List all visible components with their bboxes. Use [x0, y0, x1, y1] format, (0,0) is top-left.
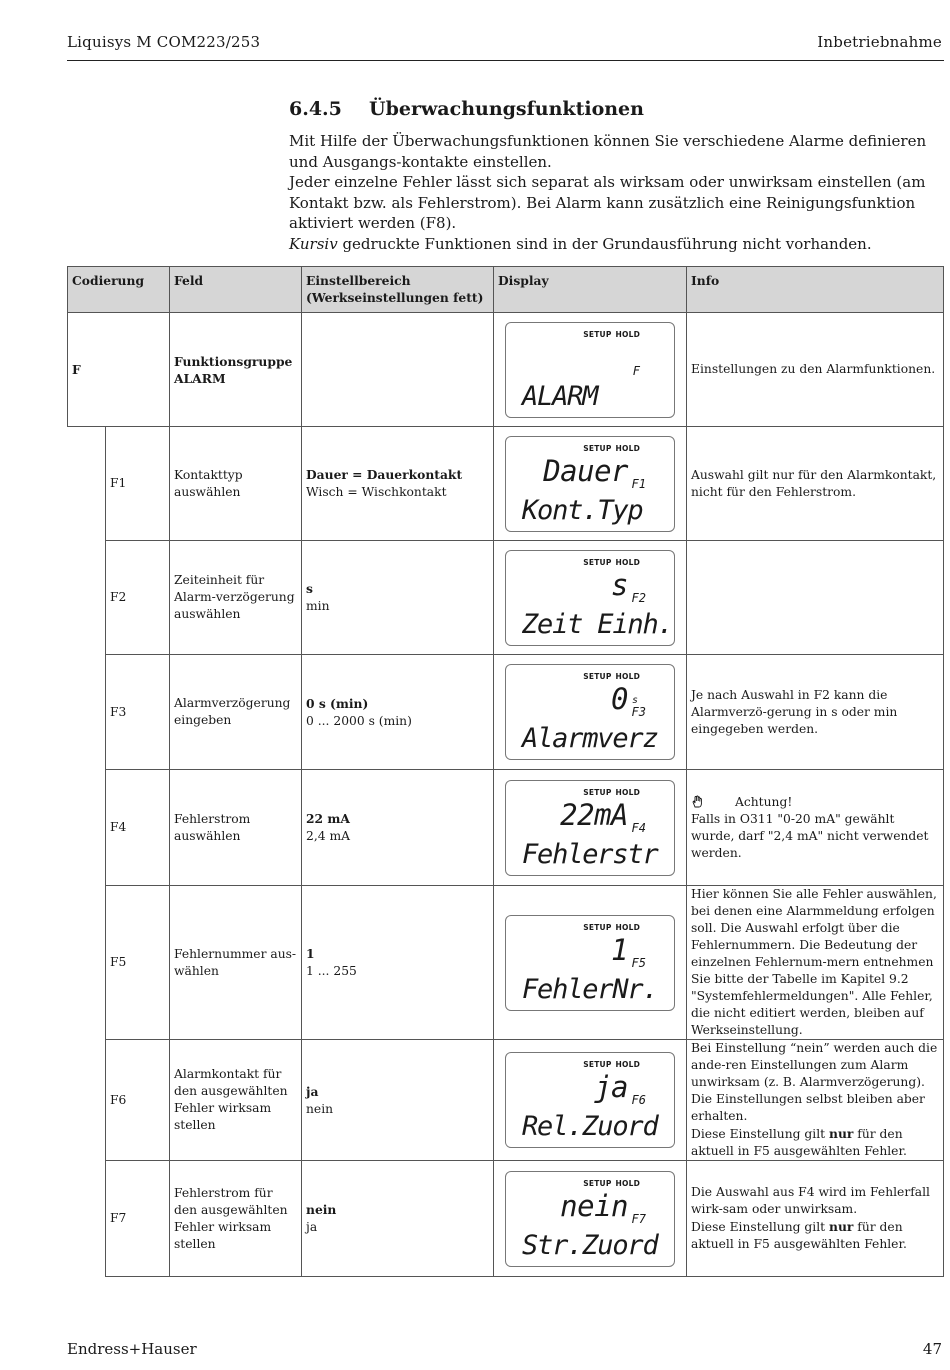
cell-info: Bei Einstellung “nein” werden auch die ande-ren Einstellungen zum Alarm unwirksam (z. B. Alarmverzögerung). Die Einstellungen selbst bleiben aber erhalten. Diese Einstellung gilt nur für den aktuell in F5 ausgewählten Fehler.	[687, 1040, 944, 1161]
lcd-bottom-line: Zeit Einh.	[522, 608, 673, 640]
lcd-status-indicators: SETUP HOLD	[583, 1060, 640, 1069]
cell-range	[302, 313, 494, 427]
cell-info	[687, 541, 944, 655]
cell-info: Die Auswahl aus F4 wird im Fehlerfall wirk-sam oder unwirksam. Diese Einstellung gilt nur für den aktuell in F5 ausgewählten Fehler.	[687, 1161, 944, 1277]
cell-code: F3	[106, 655, 170, 770]
cell-display	[494, 770, 687, 886]
cell-display	[494, 886, 687, 1040]
lcd-status-indicators: SETUP HOLD	[583, 557, 640, 567]
col-header-display: Display	[494, 267, 687, 313]
footer-company: Endress+Hauser	[67, 1340, 197, 1358]
cell-code: F6	[106, 1040, 170, 1161]
lcd-top-line: 22mA	[560, 797, 628, 832]
indent-cell	[68, 886, 106, 1040]
lcd-display	[505, 664, 675, 760]
cell-info: Achtung! Falls in O311 "0-20 mA" gewählt wurde, darf "2,4 mA" nicht verwendet werden.	[687, 770, 944, 886]
table-header-row	[68, 267, 944, 313]
cell-code: F7	[106, 1161, 170, 1277]
running-header-chapter: Inbetriebnahme	[817, 33, 942, 51]
cell-field: Fehlerstrom für den ausgewählten Fehler wirksam stellen	[170, 1161, 302, 1277]
cell-display	[494, 655, 687, 770]
lcd-unit: s	[631, 695, 638, 706]
lcd-function-code: F3	[631, 705, 646, 719]
alarm-function-table	[67, 266, 944, 1277]
running-header-product: Liquisys M COM223/253	[67, 33, 261, 51]
lcd-function-code: F	[632, 363, 640, 378]
header-rule	[67, 60, 944, 61]
cell-code: F2	[106, 541, 170, 655]
cell-range: s min	[302, 541, 494, 655]
table-row	[68, 770, 944, 886]
table-row	[68, 1161, 944, 1277]
section-title-text: Überwachungsfunktionen	[369, 98, 644, 120]
cell-info: Je nach Auswahl in F2 kann die Alarmverzö-gerung in s oder min eingegeben werden.	[687, 655, 944, 770]
col-header-info: Info	[687, 267, 944, 313]
cell-field: Fehlerstrom auswählen	[170, 770, 302, 886]
table-row	[68, 427, 944, 541]
intro-paragraph: Jeder einzelne Fehler lässt sich separat als wirksam oder unwirksam einstellen (am Kontakt bzw. als Fehlerstrom). Bei Alarm kann zusätzlich eine Reinigungsfunktion aktiviert werden (F8).	[289, 173, 926, 232]
cell-field: Alarmverzögerung eingeben	[170, 655, 302, 770]
cell-display	[494, 1161, 687, 1277]
cell-info: Einstellungen zu den Alarmfunktionen.	[687, 313, 944, 427]
lcd-function-code: F5	[631, 955, 646, 970]
cell-display	[494, 1040, 687, 1161]
cell-display	[494, 427, 687, 541]
intro-paragraph: Mit Hilfe der Überwachungsfunktionen können Sie verschiedene Alarme definieren und Ausgangs-kontakte einstellen.	[289, 132, 927, 171]
lcd-top-line: ja	[594, 1070, 628, 1104]
lcd-display	[505, 915, 675, 1011]
section-intro	[289, 131, 944, 254]
lcd-display	[505, 1052, 675, 1148]
cell-range: ja nein	[302, 1040, 494, 1161]
table-row	[68, 655, 944, 770]
table-row	[68, 1040, 944, 1161]
lcd-display	[505, 550, 675, 646]
lcd-status-indicators: SETUP HOLD	[583, 329, 640, 339]
table-row-group	[68, 313, 944, 427]
lcd-function-code: F2	[631, 590, 646, 605]
indent-cell	[68, 427, 106, 541]
cell-range: Dauer = Dauerkontakt Wisch = Wischkontakt	[302, 427, 494, 541]
lcd-top-line: 1	[611, 932, 628, 967]
lcd-function-code: F4	[631, 820, 646, 835]
cell-display	[494, 541, 687, 655]
lcd-status-indicators: SETUP HOLD	[583, 922, 640, 932]
lcd-function-code: F1	[631, 476, 646, 491]
lcd-display	[505, 780, 675, 876]
cell-field: Fehlernummer aus-wählen	[170, 886, 302, 1040]
indent-cell	[68, 541, 106, 655]
cell-display	[494, 313, 687, 427]
cell-range: 0 s (min) 0 ... 2000 s (min)	[302, 655, 494, 770]
lcd-bottom-line: Fehlerstr	[522, 838, 658, 870]
table-row	[68, 541, 944, 655]
lcd-bottom-line: Alarmverz	[522, 723, 658, 754]
lcd-display	[505, 322, 675, 418]
lcd-top-line: nein	[560, 1188, 628, 1223]
cell-info: Hier können Sie alle Fehler auswählen, bei denen eine Alarmmeldung erfolgen soll. Die Auswahl erfolgt über die Fehlernummern. Die Bedeutung der einzelnen Fehlernum-mern entnehmen Sie bitte der Tabelle im Kapitel 9.2 "Systemfehlermeldungen". Alle Fehler, die nicht editiert werden, bleiben auf Werkseinstellung.	[687, 886, 944, 1040]
cell-field: Kontakttyp auswählen	[170, 427, 302, 541]
cell-code: F	[68, 313, 170, 427]
col-header-codierung: Codierung	[68, 267, 170, 313]
section-title	[289, 98, 644, 120]
lcd-bottom-line: FehlerNr.	[522, 973, 658, 1005]
lcd-bottom-line: ALARM	[522, 380, 598, 412]
col-header-einstellbereich: Einstellbereich (Werkseinstellungen fett)	[302, 267, 494, 313]
cell-field: Alarmkontakt für den ausgewählten Fehler wirksam stellen	[170, 1040, 302, 1161]
page-number: 47	[922, 1340, 942, 1358]
lcd-function-code: F6	[631, 1093, 646, 1107]
lcd-status-indicators: SETUP HOLD	[583, 672, 640, 681]
lcd-function-code: F7	[631, 1211, 646, 1226]
lcd-top-line: 0	[611, 682, 628, 716]
cell-range: 1 1 ... 255	[302, 886, 494, 1040]
cell-field: Zeiteinheit für Alarm-verzögerung auswählen	[170, 541, 302, 655]
cell-code: F4	[106, 770, 170, 886]
indent-cell	[68, 1040, 106, 1161]
cell-info: Auswahl gilt nur für den Alarmkontakt, nicht für den Fehlerstrom.	[687, 427, 944, 541]
lcd-top-line: Dauer	[543, 453, 628, 488]
lcd-display	[505, 1171, 675, 1267]
cell-code: F5	[106, 886, 170, 1040]
intro-paragraph: Kursiv gedruckte Funktionen sind in der Grundausführung nicht vorhanden.	[289, 234, 872, 253]
caution-hand-icon	[691, 795, 703, 808]
lcd-status-indicators: SETUP HOLD	[583, 787, 640, 797]
cell-field: Funktionsgruppe ALARM	[170, 313, 302, 427]
lcd-status-indicators: SETUP HOLD	[583, 1178, 640, 1188]
caution-title: Achtung!	[735, 794, 793, 809]
cell-code: F1	[106, 427, 170, 541]
lcd-bottom-line: Rel.Zuord	[522, 1111, 658, 1142]
intro-italic-word: Kursiv	[289, 234, 338, 253]
cell-range: 22 mA 2,4 mA	[302, 770, 494, 886]
indent-cell	[68, 1161, 106, 1277]
lcd-display	[505, 436, 675, 532]
col-header-feld: Feld	[170, 267, 302, 313]
cell-range: nein ja	[302, 1161, 494, 1277]
section-number: 6.4.5	[289, 98, 342, 120]
lcd-top-line: s	[611, 567, 628, 602]
indent-cell	[68, 770, 106, 886]
lcd-bottom-line: Str.Zuord	[522, 1229, 658, 1261]
lcd-bottom-line: Kont.Typ	[522, 494, 643, 526]
indent-cell	[68, 655, 106, 770]
lcd-status-indicators: SETUP HOLD	[583, 443, 640, 453]
table-row	[68, 886, 944, 1040]
